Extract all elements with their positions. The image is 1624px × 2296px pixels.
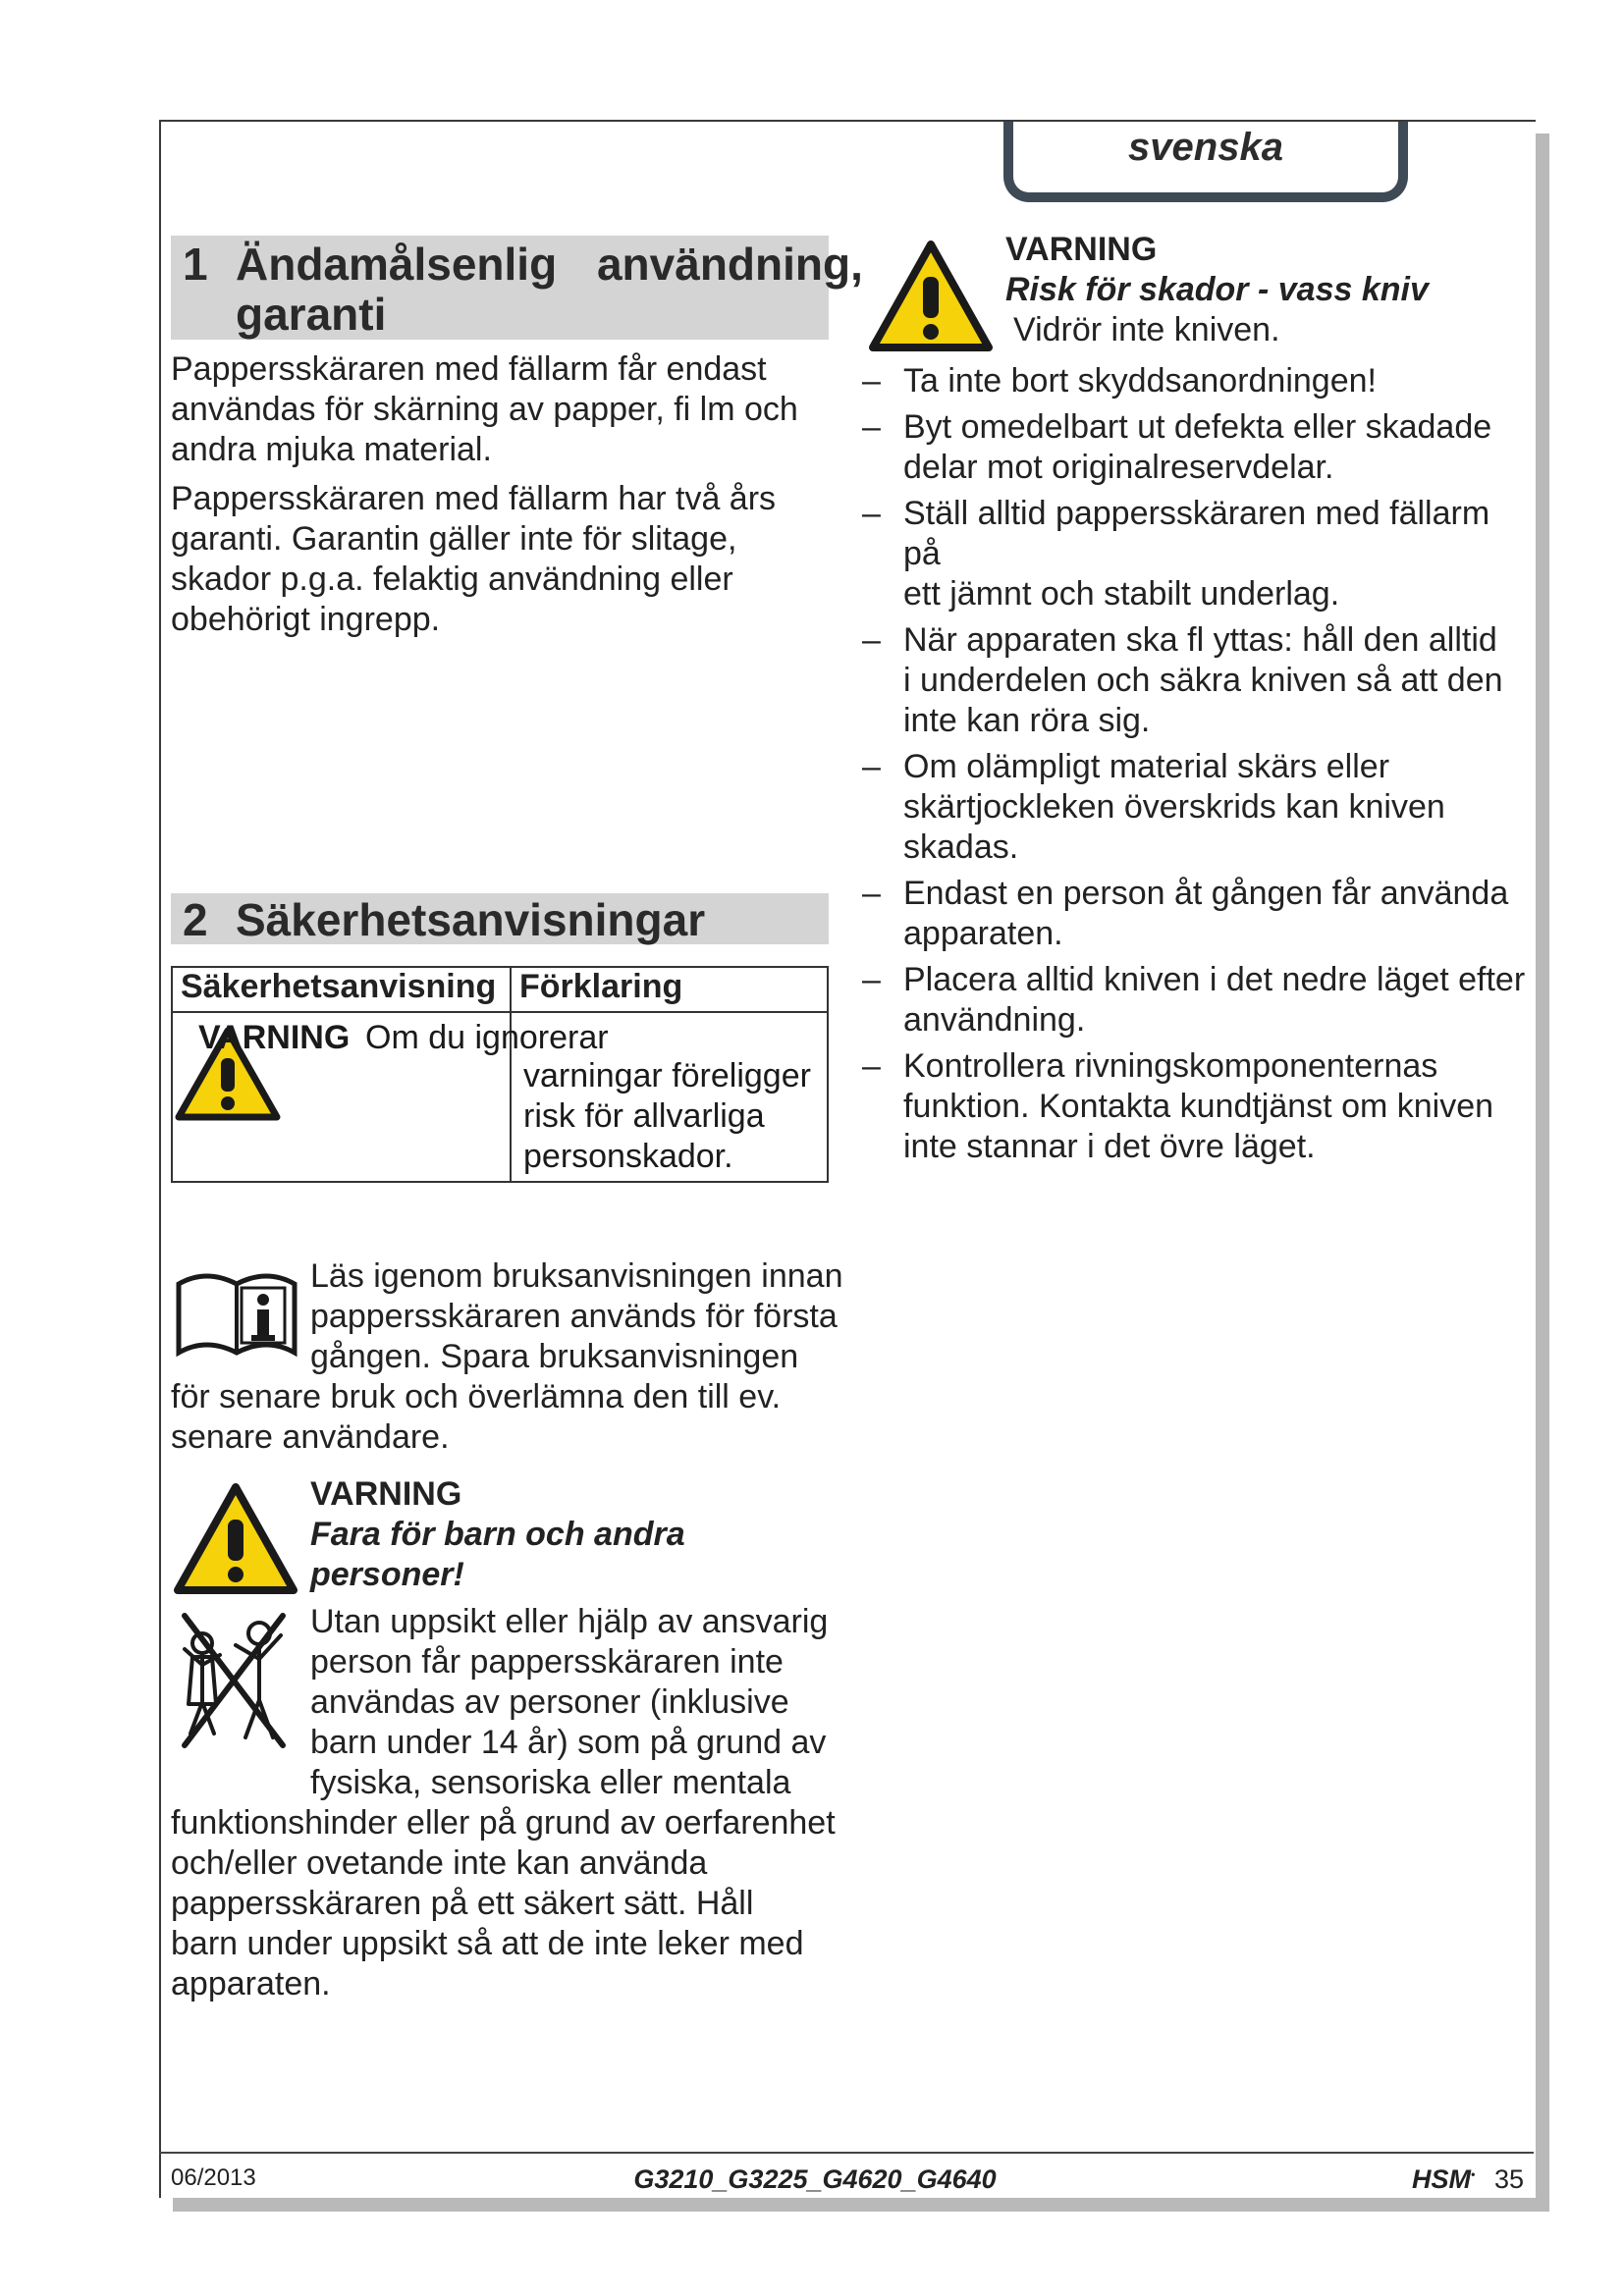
list-item: – Om olämpligt material skärs eller skärtjockleken överskrids kan kniven skadas. [862, 747, 1530, 868]
section1-number: 1 [183, 239, 208, 290]
section2-heading [171, 893, 829, 944]
footer-divider [159, 2152, 1534, 2154]
brand-logo: HSM [1412, 2164, 1471, 2194]
footer-models: G3210_G3225_G4620_G4640 [633, 2164, 997, 2194]
safety-table [171, 966, 829, 1183]
list-item: – Placera alltid kniven i det nedre läget efter användning. [862, 960, 1530, 1041]
footer-page-number: 35 [1494, 2164, 1525, 2194]
knife-warning: VARNING Risk för skador - vass kniv Vidrör inte kniven. [1005, 231, 1429, 348]
warning-triangle-icon [868, 240, 994, 353]
table-cell-symbol [172, 1012, 609, 1182]
warning-triangle-icon [173, 1482, 298, 1596]
read-manual-text: Läs igenom bruksanvisningen innan pappersskäraren används för första gången. Spara bruksanvisningen för senare bruk och överlämna den till ev. senare användare. [171, 1257, 843, 1456]
list-item: – När apparaten ska fl yttas: håll den alltid i underdelen och säkra kniven så att den inte kan röra sig. [862, 620, 1530, 741]
section1-heading [171, 236, 863, 340]
table-row-text-lead: Om du ignorerar [365, 1019, 609, 1056]
table-cell-explanation: varningar föreligger risk för allvarliga personskador. [511, 1012, 828, 1182]
footer-brand: HSM• [1412, 2164, 1476, 2194]
language-tab-label: svenska [1128, 126, 1283, 169]
list-item: – Byt omedelbart ut defekta eller skadade delar mot originalreservdelar. [862, 407, 1530, 488]
language-tab [1003, 122, 1408, 202]
table-row-label: VARNING [198, 1019, 351, 1056]
list-item: – Ställ alltid pappersskäraren med fällarm på ett jämnt och stabilt underlag. [862, 494, 1530, 614]
safety-bullet-list [862, 361, 1530, 1173]
list-item: – Endast en person åt gången får använda apparaten. [862, 874, 1530, 954]
section1-para1: Pappersskäraren med fällarm får endast användas för skärning av papper, fi lm och andra mjuka material. [171, 350, 798, 468]
children-warning-header: VARNING Fara för barn och andra personer! [310, 1475, 685, 1593]
table-header-instruction: Säkerhetsanvisning [172, 967, 511, 1012]
children-warning-text: Utan uppsikt eller hjälp av ansvarig person får pappersskäraren inte användas av personer (inklusive barn under 14 år) som på grund av fysiska, sensoriska eller mentala funktionshinder eller på grund av oerfarenhet och/eller ovetande inte kan använda pappersskäraren på ett säkert sätt. Håll barn under uppsikt så att de inte leker med apparaten. [171, 1603, 836, 2002]
section1-para2: Pappersskäraren med fällarm har två års garanti. Garantin gäller inte för slitage, skador p.g.a. felaktig användning eller obehörigt ingrepp. [171, 480, 777, 638]
section2-title: Säkerhetsanvisningar [236, 894, 706, 945]
list-item: – Ta inte bort skyddsanordningen! [862, 361, 1530, 401]
section2-number: 2 [183, 894, 208, 945]
table-header-explanation: Förklaring [511, 967, 828, 1012]
section1-title-line2: garanti [236, 289, 387, 340]
footer-date: 06/2013 [171, 2164, 256, 2191]
section1-title-line1: Ändamålsenlig användning, [236, 239, 863, 290]
list-item: – Kontrollera rivningskomponenternas funktion. Kontakta kundtjänst om kniven inte stannar i det övre läget. [862, 1046, 1530, 1167]
